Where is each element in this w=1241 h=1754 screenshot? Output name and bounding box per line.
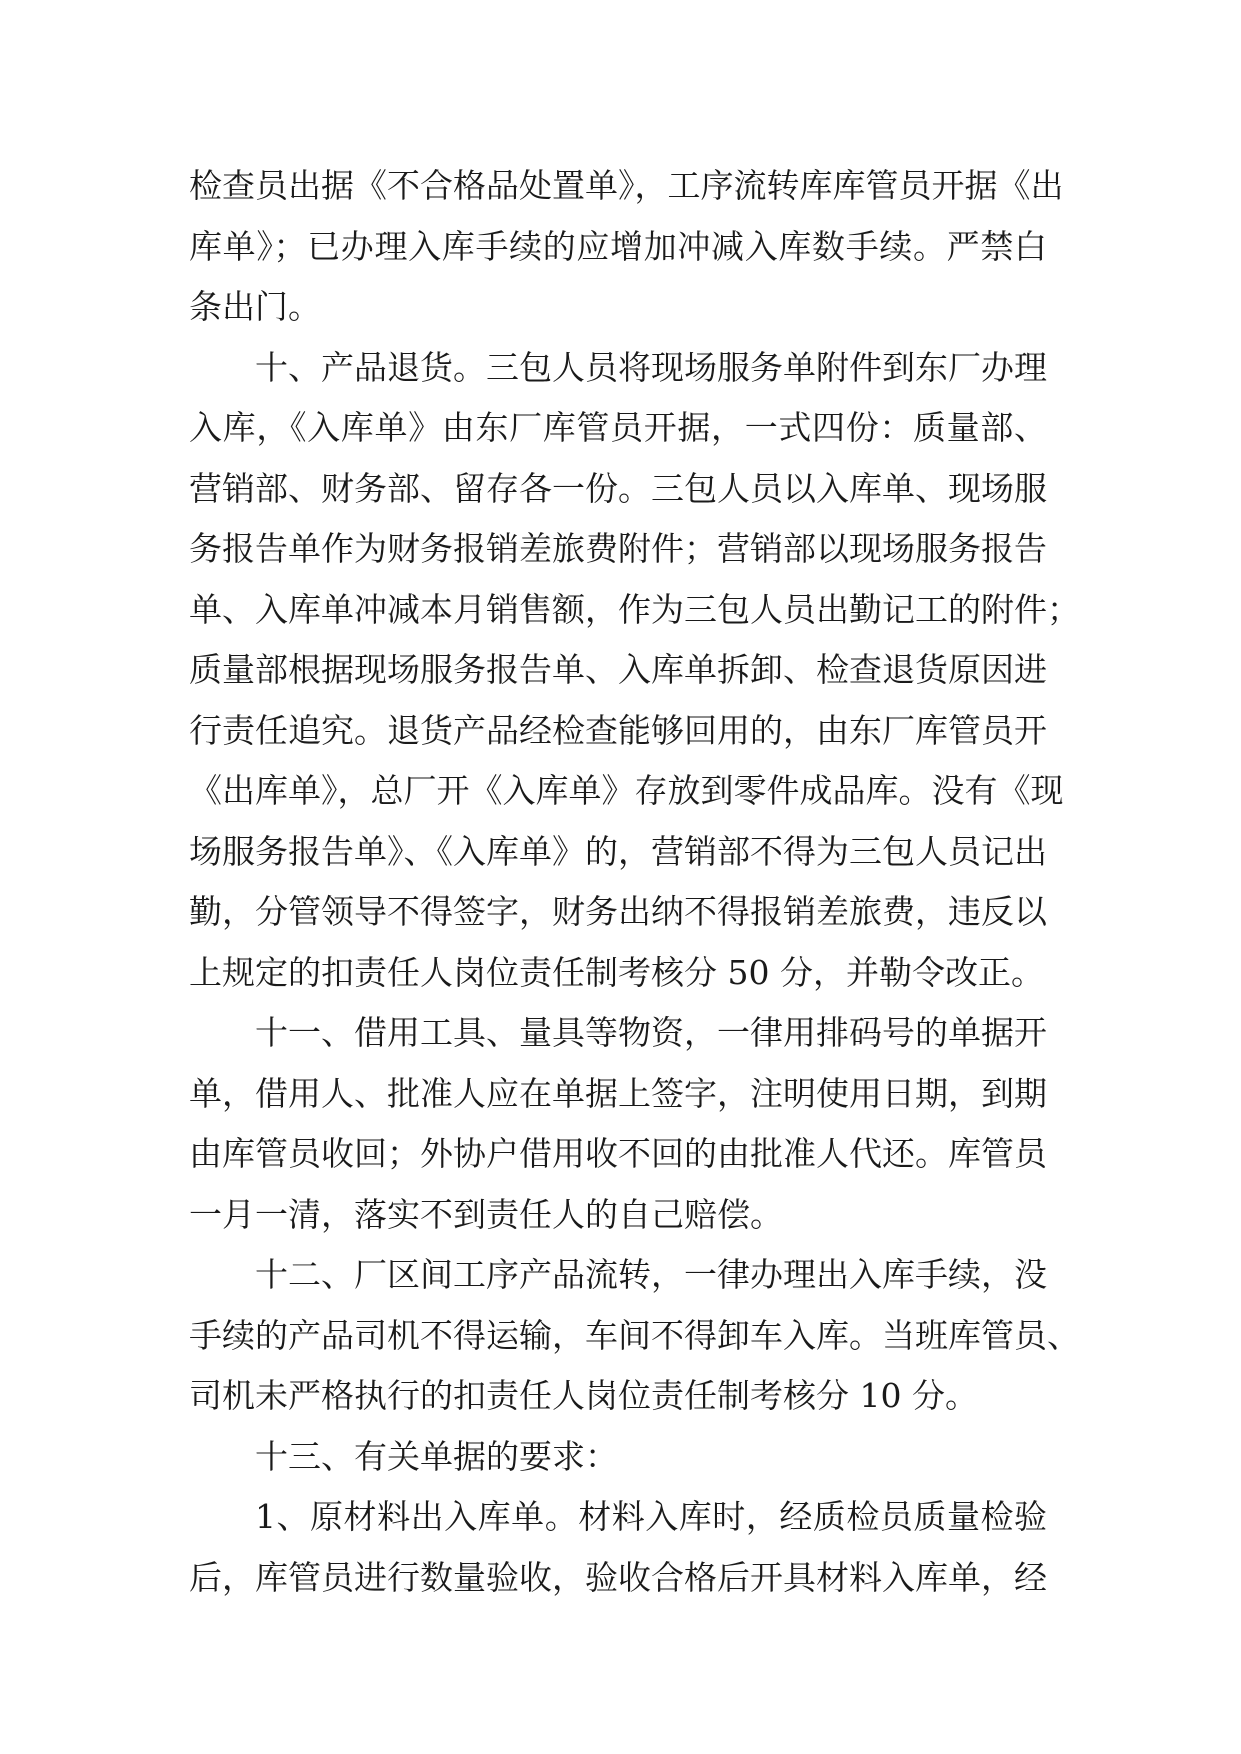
text-line: 条出门。 [189,287,321,326]
text-line: 由库管员收回；外协户借用收不回的由批准人代还。库管员 [189,1134,1047,1173]
text-line: 勤，分管领导不得签字，财务出纳不得报销差旅费，违反以 [189,892,1047,931]
text-line: 十、产品退货。三包人员将现场服务单附件到东厂办理 [255,347,1047,387]
text-line: 入库，《入库单》由东厂库管员开据，一式四份：质量部、 [189,408,1047,447]
text-line: 检查员出据《不合格品处置单》，工序流转库库管员开据《出 [189,166,1064,205]
text-line: 手续的产品司机不得运输，车间不得卸车入库。当班库管员、 [189,1315,1080,1355]
text-line: 质量部根据现场服务报告单、入库单拆卸、检查退货原因进 [189,650,1047,689]
text-line: 务报告单作为财务报销差旅费附件；营销部以现场服务报告 [189,529,1047,568]
text-line: 后，库管员进行数量验收，验收合格后开具材料入库单，经 [189,1557,1047,1597]
text-line: 司机未严格执行的扣责任人岗位责任制考核分 10 分。 [189,1376,978,1415]
text-line: 营销部、财务部、留存各一份。三包人员以入库单、现场服 [189,468,1047,508]
text-line: 单、入库单冲减本月销售额，作为三包人员出勤记工的附件； [189,589,1080,629]
text-line: 库单》；已办理入库手续的应增加冲减入库数手续。严禁白 [189,226,1047,266]
text-line: 上规定的扣责任人岗位责任制考核分 50 分，并勒令改正。 [189,952,1044,992]
text-line: 1、原材料出入库单。材料入库时，经质检员质量检验 [255,1497,1047,1536]
text-line: 行责任追究。退货产品经检查能够回用的，由东厂库管员开 [189,710,1047,750]
text-line: 单，借用人、批准人应在单据上签字，注明使用日期，到期 [189,1073,1047,1113]
text-line: 《出库单》，总厂开《入库单》存放到零件成品库。没有《现 [189,771,1064,810]
text-line: 十三、有关单据的要求： [255,1436,618,1476]
text-line: 场服务报告单》、《入库单》的，营销部不得为三包人员记出 [189,831,1047,871]
text-line: 十一、借用工具、量具等物资，一律用排码号的单据开 [255,1013,1047,1052]
text-line: 一月一清，落实不到责任人的自己赔偿。 [189,1194,783,1234]
document-body [189,156,1080,1608]
text-line: 十二、厂区间工序产品流转，一律办理出入库手续，没 [255,1255,1047,1294]
